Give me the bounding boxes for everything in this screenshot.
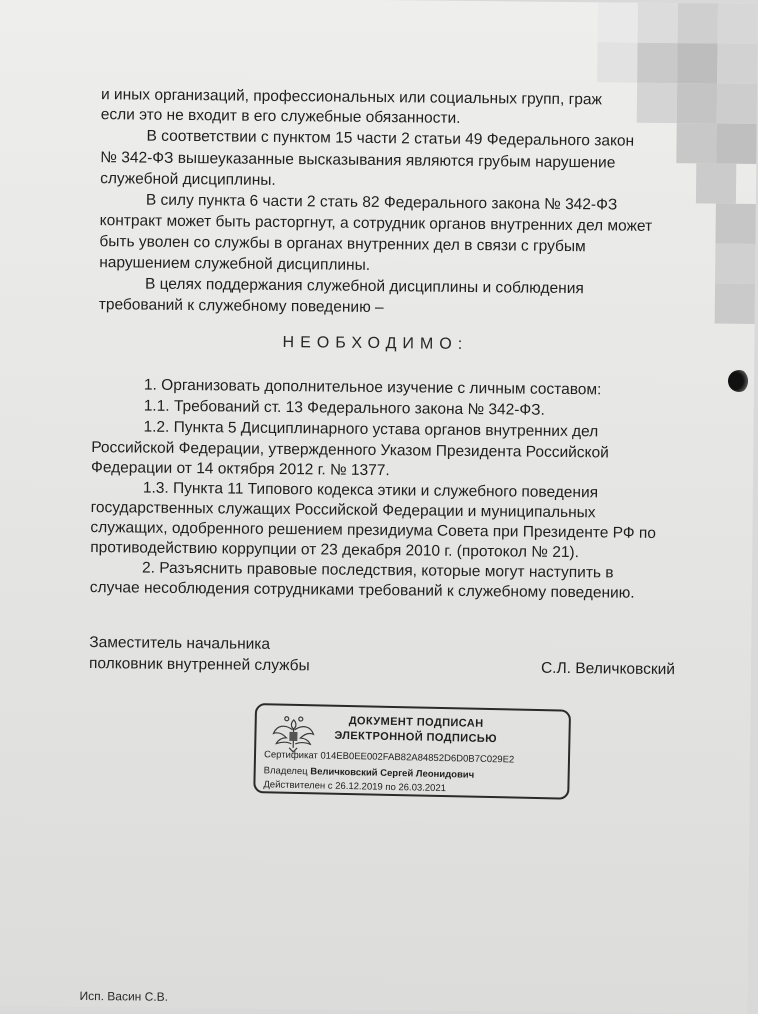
- list-item: Российской Федерации, утвержденного Указом Президента Российской: [91, 439, 609, 462]
- body-line: требований к служебному поведению –: [98, 296, 384, 317]
- owner-value: Величковский Сергей Леонидович: [310, 766, 475, 781]
- body-line: В соответствии с пунктом 15 части 2 статьи 49 Федерального закон: [146, 127, 635, 150]
- list-item: 1. Организовать дополнительное изучение с личным составом:: [143, 376, 602, 399]
- body-line: нарушением служебной дисциплины.: [99, 254, 371, 274]
- body-line: быть уволен со службы в органах внутренних дел в связи с грубым: [99, 233, 586, 256]
- body-line: служебной дисциплины.: [100, 170, 276, 189]
- signer-position: Заместитель начальника: [89, 634, 271, 653]
- coat-of-arms-icon: [270, 713, 317, 754]
- signer-rank: полковник внутренней службы: [88, 655, 310, 675]
- stamp-certificate: [264, 749, 514, 765]
- certificate-label: Сертификат: [263, 749, 318, 762]
- list-item: служащих, одобренного решением президиума Совета при Президенте РФ по: [90, 519, 657, 542]
- body-line: и иных организаций, профессиональных или социальных групп, граж: [100, 86, 602, 109]
- section-heading: НЕОБХОДИМО:: [282, 334, 469, 353]
- stamp-subtitle: ЭЛЕКТРОННОЙ ПОДПИСЬЮ: [334, 729, 498, 746]
- list-item: Федерации от 14 октября 2012 г. № 1377.: [90, 459, 390, 480]
- list-item: 1.1. Требований ст. 13 Федерального закона № 342-ФЗ.: [143, 397, 545, 419]
- certificate-value: 014EB0EE002FAB82A84852D6D0B7C029E2: [320, 750, 515, 766]
- body-line: В целях поддержания служебной дисциплины и соблюдения: [144, 275, 584, 298]
- list-item: противодействию коррупции от 23 декабря 2010 г. (протокол № 21).: [90, 539, 580, 562]
- list-item: 2. Разъяснить правовые последствия, которые могут наступить в: [141, 559, 614, 582]
- list-item: государственных служащих Российской Федерации и муниципальных: [90, 499, 596, 522]
- body-line: № 342-ФЗ вышеуказанные высказывания являются грубым нарушение: [100, 149, 616, 172]
- signer-name: С.Л. Величковский: [540, 659, 676, 679]
- stamp-title: ДОКУМЕНТ ПОДПИСАН: [348, 715, 484, 730]
- executor-note: Исп. Васин С.В.: [79, 988, 169, 1004]
- owner-label: Владелец: [263, 765, 308, 778]
- electronic-signature-stamp: [253, 703, 571, 800]
- list-item: 1.3. Пункта 11 Типового кодекса этики и служебного поведения: [142, 479, 599, 502]
- punch-hole: [728, 370, 750, 392]
- list-item: случае несоблюдения сотрудниками требований к служебному поведению.: [89, 579, 635, 602]
- blurred-corner: [595, 2, 758, 334]
- stamp-validity: Действителен с 26.12.2019 по 26.03.2021: [263, 779, 447, 795]
- list-item: 1.2. Пункта 5 Дисциплинарного устава органов внутренних дел: [143, 418, 599, 441]
- body-line: если это не входит в его служебные обязанности.: [100, 106, 461, 127]
- body-line: контракт может быть расторгнут, а сотрудник органов внутренних дел может: [99, 212, 653, 235]
- body-line: В силу пункта 6 части 2 стать 82 Федерального закона № 342-ФЗ: [145, 191, 618, 214]
- stamp-owner: [264, 765, 475, 780]
